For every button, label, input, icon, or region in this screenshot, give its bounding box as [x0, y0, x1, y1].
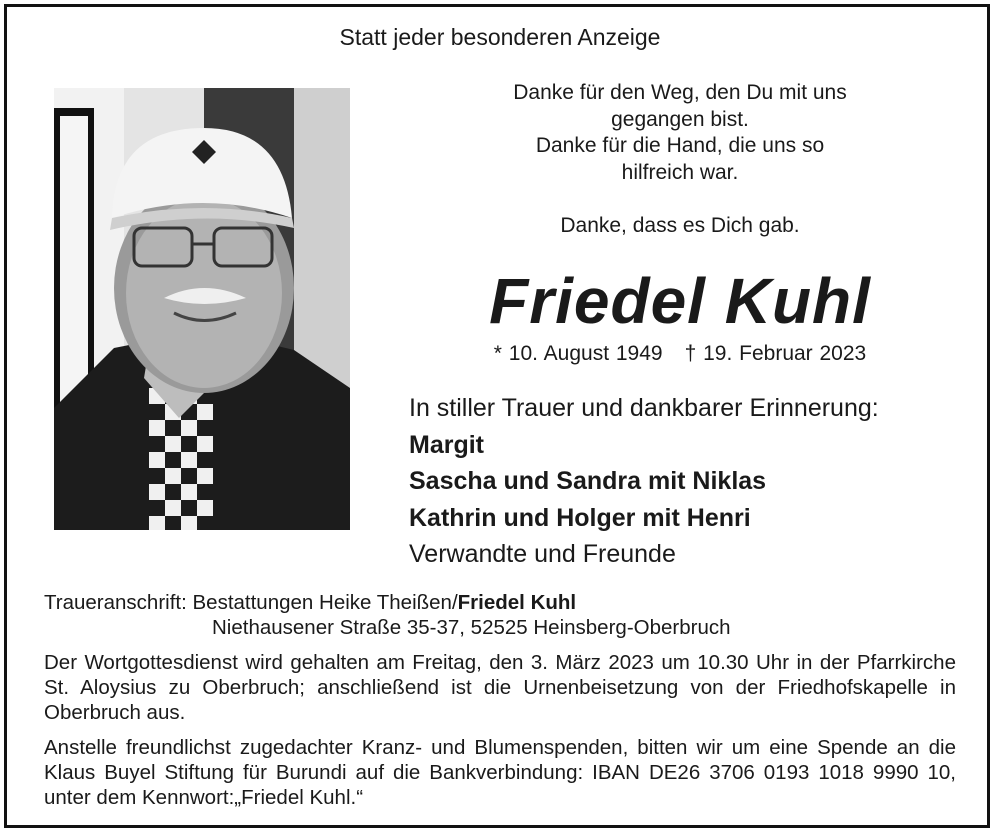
life-dates	[420, 342, 940, 366]
poem-line: hilfreich war.	[621, 160, 739, 184]
mourners-intro: In stiller Trauer und dankbarer Erinnerung:	[409, 394, 879, 422]
address-company: Bestattungen Heike Theißen/	[192, 591, 458, 614]
mourning-address	[44, 590, 731, 640]
donation-notice: Anstelle freundlichst zugedachter Kranz- und Blumenspenden, bitten wir um eine Spende an die Klaus Buyel Stiftung für Burundi auf die Bankverbindung: IBAN DE26 3706 0193 1018 9990 10, unter dem Kennwort:„Friedel Kuhl.“	[44, 736, 956, 809]
portrait-photo	[54, 88, 350, 530]
poem-line: Danke für den Weg, den Du mit uns	[513, 81, 847, 104]
birth-date: * 10. August 1949	[493, 342, 663, 365]
poem-line: Danke, dass es Dich gab.	[560, 213, 800, 237]
deceased-name: Friedel Kuhl	[489, 265, 871, 337]
mourner-name: Sascha und Sandra mit Niklas	[409, 467, 767, 495]
address-name: Friedel Kuhl	[457, 591, 577, 614]
mourners-list	[409, 390, 979, 573]
poem-line: Danke für die Hand, die uns so	[535, 134, 825, 157]
death-date: † 19. Februar 2023	[684, 342, 867, 365]
poem	[470, 80, 890, 239]
ad-headline: Statt jeder besonderen Anzeige	[339, 24, 661, 50]
service-notice: Der Wortgottesdienst wird gehalten am Freitag, den 3. März 2023 um 10.30 Uhr in der Pfarrkirche St. Aloysius zu Oberbruch; anschließend ist die Urnenbeisetzung von der Friedhofskapelle in Oberbruch aus.	[44, 651, 956, 724]
poem-line	[470, 186, 890, 213]
address-label: Traueranschrift:	[44, 591, 187, 614]
mourners-outro: Verwandte und Freunde	[409, 540, 676, 568]
mourner-name: Margit	[409, 430, 484, 459]
poem-line: gegangen bist.	[611, 107, 749, 131]
address-street: Niethausener Straße 35-37, 52525 Heinsberg-Oberbruch	[212, 616, 731, 639]
mourner-name: Kathrin und Holger mit Henri	[409, 503, 751, 532]
